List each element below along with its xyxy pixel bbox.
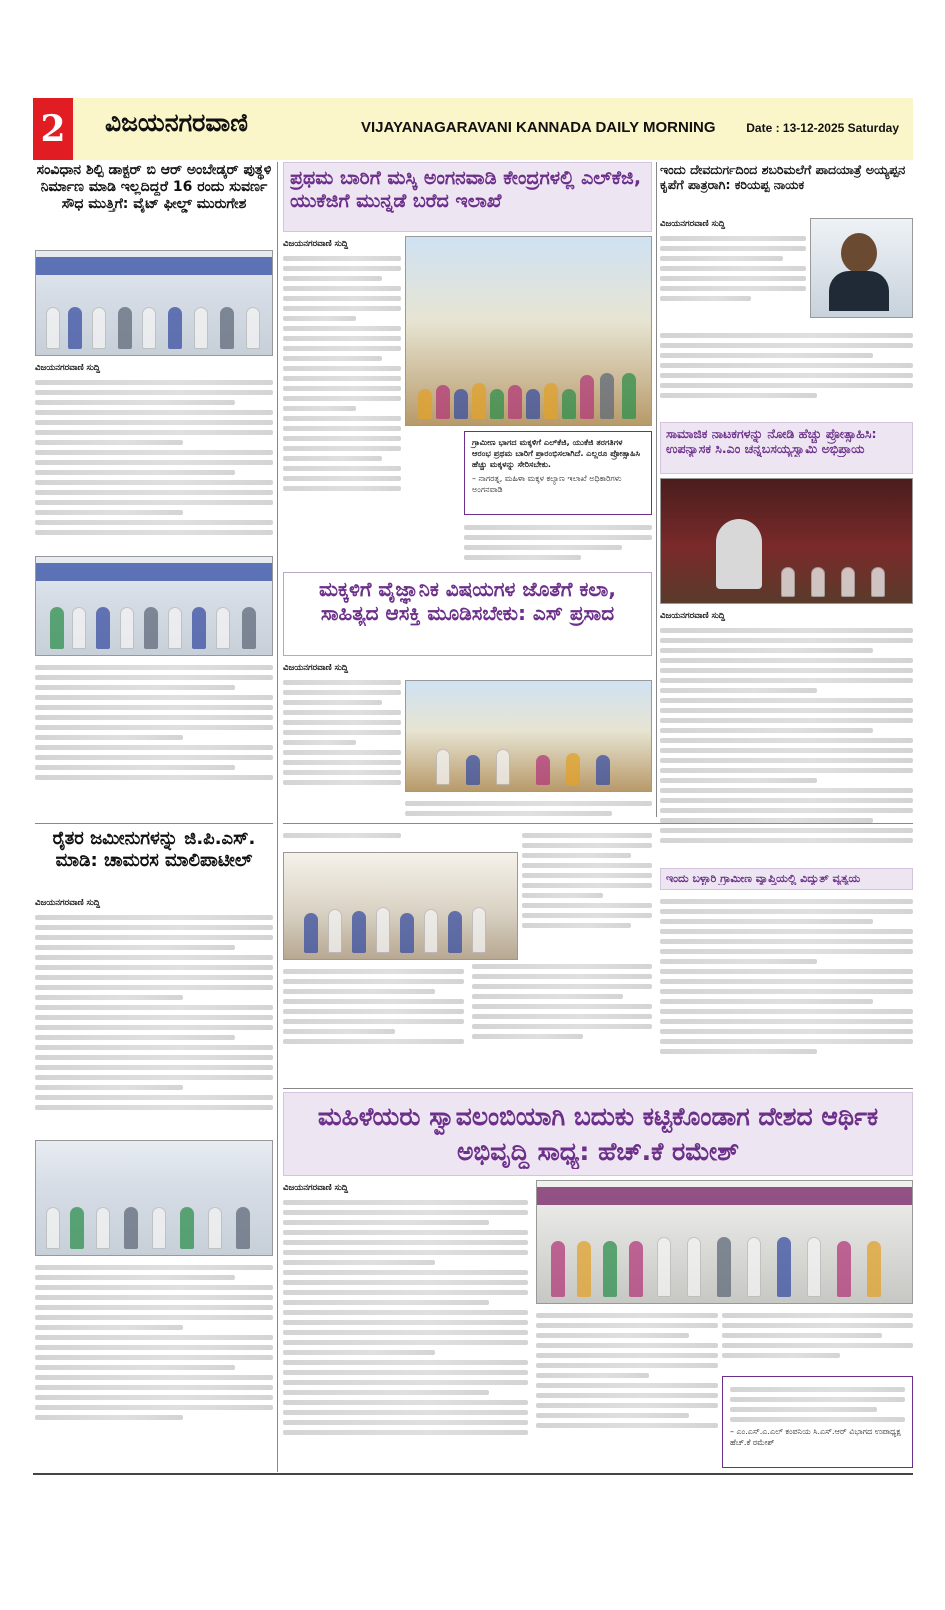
headline: ಸಂವಿಧಾನ ಶಿಲ್ಪಿ ಡಾಕ್ಟರ್ ಬಿ ಆರ್ ಅಂಬೇಡ್ಕರ್ ಪುತ್ಥಳಿ ನಿರ್ಮಾಣ ಮಾಡಿ ಇಲ್ಲದಿದ್ದರೆ 16 ರಂದು ಸುವರ್ಣ ಸೌಧ ಮುತ್ತಿಗೆ: ವೈಟ್ ಫೀಲ್ಡ್ ಮುರುಗೇಶ (36, 162, 272, 213)
quote-attribution: – ಎಂ.ಎಸ್.ಎ.ಎಲ್ ಕಂಪನಿಯ ಸಿ.ಎಸ್.ಆರ್ ವಿಭಾಗದ ಉಪಾಧ್ಯಕ್ಷ ಹೆಚ್.ಕೆ ರಮೇಶ್ (730, 1427, 901, 1447)
byline: ವಿಜಯನಗರವಾಣಿ ಸುದ್ದಿ (35, 898, 101, 908)
photo-anganwadi-children (405, 236, 652, 426)
article-text (283, 675, 401, 790)
headline: ಮಹಿಳೆಯರು ಸ್ವಾವಲಂಬಿಯಾಗಿ ಬದುಕು ಕಟ್ಟಿಕೊಂಡಾಗ ದೇಶದ ಆರ್ಥಿಕ ಅಭಿವೃದ್ಧಿ ಸಾಧ್ಯ: ಹೆಚ್.ಕೆ ರಮೇಶ್ (317, 1102, 879, 1166)
article-ambedkar-body (35, 360, 273, 552)
page-bottom-rule (33, 1473, 913, 1475)
photo-science-exhibition (405, 680, 652, 792)
photo-ambedkar-meeting (35, 250, 273, 356)
article-text (660, 623, 913, 848)
article-science-tail (283, 964, 652, 1084)
byline: ವಿಜಯನಗರವಾಣಿ ಸುದ್ದಿ (660, 611, 726, 621)
article-text (35, 910, 273, 1115)
headline: ಮಕ್ಕಳಿಗೆ ವೈಜ್ಞಾನಿಕ ವಿಷಯಗಳ ಜೊತೆಗೆ ಕಲಾ, ಸಾಹಿತ್ಯದ ಆಸಕ್ತಿ ಮೂಡಿಸಬೇಕು: ಎಸ್ ಪ್ರಸಾದ (319, 577, 616, 626)
byline: ವಿಜಯನಗರವಾಣಿ ಸುದ್ದಿ (283, 663, 349, 673)
article-science-cont (522, 828, 652, 960)
section-rule (283, 1088, 913, 1089)
headline: ಸಾಮಾಜಿಕ ನಾಟಕಗಳನ್ನು ನೋಡಿ ಹೆಚ್ಚು ಪ್ರೋತ್ಸಾಹಿಸಿ: ಉಪನ್ಯಾಸಕ ಸಿ.ಎಂ ಚನ್ನಬಸಯ್ಯಸ್ವಾಮಿ ಅಭಿಪ್ರಾಯ (666, 426, 877, 457)
article-science-body (283, 660, 401, 820)
anganwadi-pull-quote (464, 431, 652, 515)
photo-science-students (283, 852, 518, 960)
issue-date: Date : 13-12-2025 Saturday (746, 121, 899, 135)
article-women-body (283, 1180, 528, 1470)
article-anganwadi-cont (464, 520, 652, 568)
article-farmers-head (35, 828, 273, 892)
women-pull-quote (722, 1376, 913, 1468)
article-women-head (283, 1092, 913, 1176)
article-text (660, 231, 806, 306)
photo-farmers-memorandum (35, 1140, 273, 1256)
article-drama-head (660, 422, 913, 474)
article-anganwadi-head (283, 162, 652, 232)
byline: ವಿಜಯನಗರವಾಣಿ ಸುದ್ದಿ (35, 363, 101, 373)
section-rule (35, 823, 273, 824)
article-electricity-head (660, 868, 913, 890)
article-drama-body (660, 608, 913, 864)
column-rule (277, 162, 278, 1472)
photo-kariyappa-nayaka (810, 218, 913, 318)
article-women-cont (536, 1308, 718, 1470)
photo-ambedkar-group (35, 556, 273, 656)
byline: ವಿಜಯನಗರವಾಣಿ ಸುದ್ದಿ (283, 239, 349, 249)
headline: ಇಂದು ದೇವದುರ್ಗದಿಂದ ಶಬರಿಮಲೆಗೆ ಪಾದಯಾತ್ರೆ ಅಯ್ಯಪ್ಪನ ಕೃಪೆಗೆ ಪಾತ್ರರಾಗಿ: ಕರಿಯಪ್ಪ ನಾಯಕ (660, 162, 906, 193)
article-text (283, 1195, 528, 1440)
article-sabarimala-body (660, 216, 806, 326)
quote-text: ಗ್ರಾಮೀಣ ಭಾಗದ ಮಕ್ಕಳಿಗೆ ಎಲ್‌ಕೆಜಿ, ಯುಕೆಜಿ ತರಗತಿಗಳ ಆರಂಭ ಪ್ರಥಮ ಬಾರಿಗೆ ಪ್ರಾರಂಭಿಸಲಾಗಿದೆ. ಎಲ್ಲರೂ ಪ್ರೋತ್ಸಾಹಿಸಿ ಹೆಚ್ಚು ಮಕ್ಕಳನ್ನು ಸೇರಿಸಬೇಕು. (472, 437, 641, 470)
photo-women-event (536, 1180, 913, 1304)
byline: ವಿಜಯನಗರವಾಣಿ ಸುದ್ದಿ (660, 219, 726, 229)
byline: ವಿಜಯನಗರವಾಣಿ ಸುದ್ದಿ (283, 1183, 349, 1193)
article-text (283, 251, 401, 496)
article-electricity-body (660, 894, 913, 1084)
article-text (35, 375, 273, 540)
article-sabarimala-cont (660, 328, 913, 418)
column-rule (656, 162, 657, 817)
article-sabarimala-head (660, 162, 913, 214)
brand-kannada: ವಿಜಯನಗರವಾಣಿ (105, 108, 248, 137)
page-number: 2 (33, 98, 73, 160)
headline: ರೈತರ ಜಮೀನುಗಳನ್ನು ಜಿ.ಪಿ.ಎಸ್. ಮಾಡಿ: ಚಾಮರಸ ಮಾಲಿಪಾಟೀಲ್ (52, 828, 256, 871)
article-anganwadi-body (283, 236, 401, 568)
article-farmers-body (35, 895, 273, 1135)
article-farmers-cont (35, 1260, 273, 1470)
masthead (33, 98, 913, 160)
headline: ಪ್ರಥಮ ಬಾರಿಗೆ ಮಸ್ಕಿ ಅಂಗನವಾಡಿ ಕೇಂದ್ರಗಳಲ್ಲಿ ಎಲ್‌ಕೆಜಿ, ಯುಕೆಜಿಗೆ ಮುನ್ನಡೆ ಬರೆದ ಇಲಾಖೆ (290, 167, 642, 213)
headline: ಇಂದು ಬಳ್ಳಾರಿ ಗ್ರಾಮೀಣ ವ್ಯಾಪ್ತಿಯಲ್ಲಿ ವಿದ್ಯುತ್ ವ್ಯತ್ಯಯ (666, 872, 861, 885)
article-ambedkar-cont (35, 660, 273, 820)
quote-attribution: – ನಾಗರತ್ನ, ಮಹಿಳಾ ಮಕ್ಕಳ ಕಲ್ಯಾಣ ಇಲಾಖೆ ಅಧಿಕಾರಿಗಳು ಅಂಗನವಾಡಿ (472, 474, 622, 494)
photo-drama-lecture (660, 478, 913, 604)
article-science-head (283, 572, 652, 656)
article-text (660, 894, 913, 1059)
brand-english: VIJAYANAGARAVANI KANNADA DAILY MORNING (361, 119, 716, 136)
article-ambedkar-head (35, 162, 273, 246)
